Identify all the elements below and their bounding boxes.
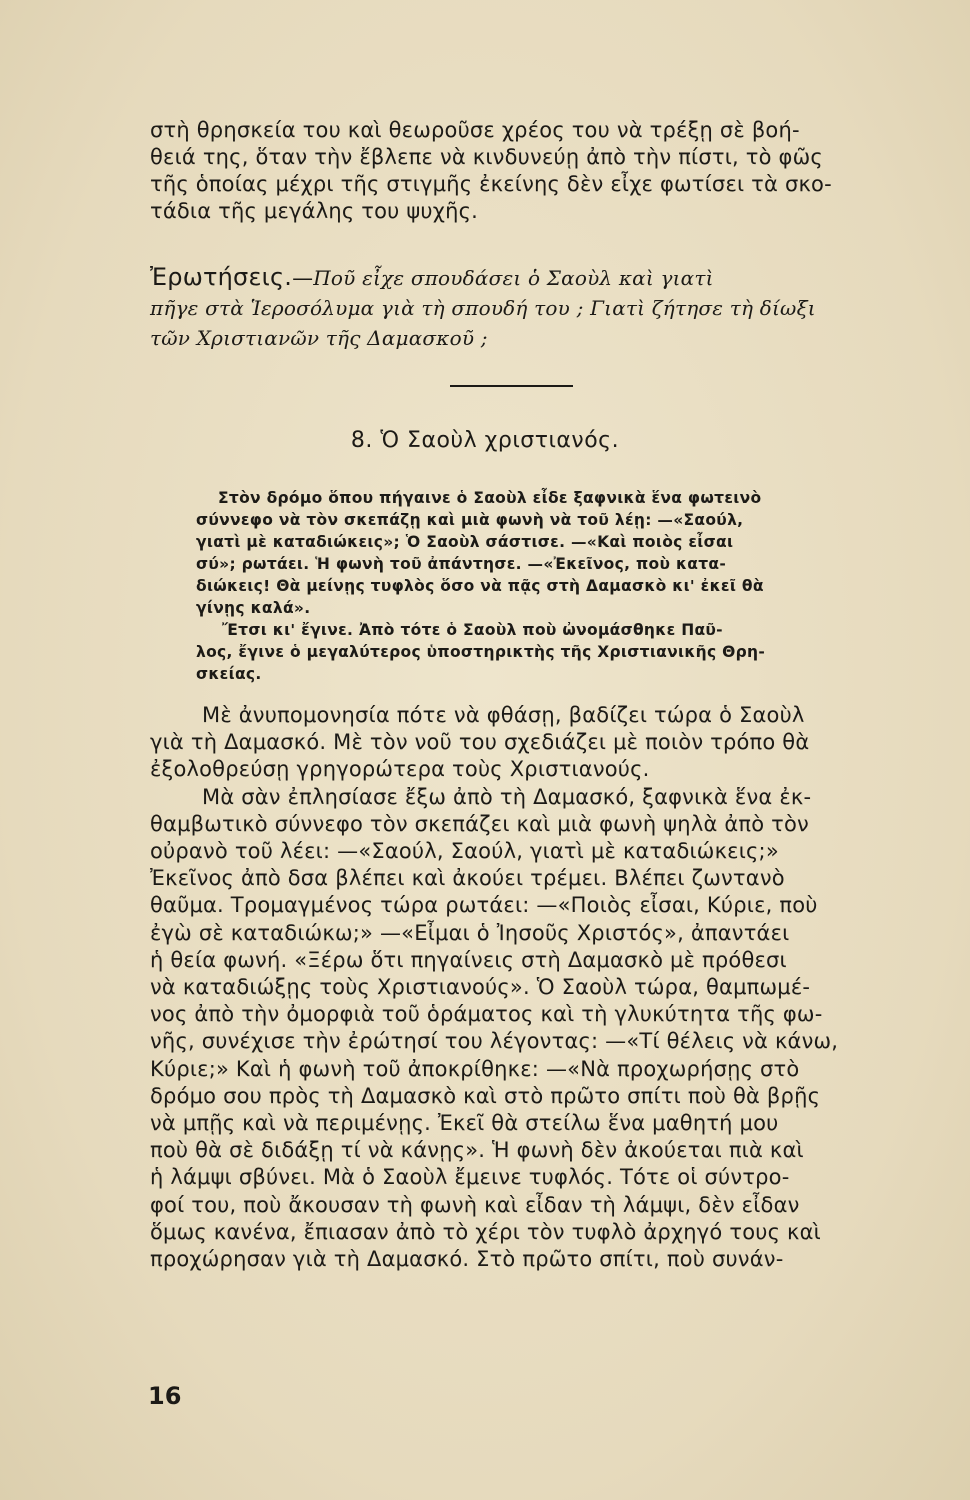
chapter-title: 8. Ὁ Σαοὺλ χριστιανός. bbox=[350, 428, 620, 453]
text-line: ἐγὼ σὲ καταδιώκω;» —«Εἶμαι ὁ Ἰησοῦς Χριστός», ἀπαντάει bbox=[150, 920, 790, 945]
summary-line: σύ»; ρωτάει. Ἡ φωνὴ τοῦ ἀπάντησε. —«Ἐκεῖνος, ποὺ κατα- bbox=[196, 555, 727, 573]
main-text bbox=[150, 702, 890, 1273]
text-line: νος ἀπὸ τὴν ὀμορφιὰ τοῦ ὁράματος καὶ τὴ γλυκύτητα τῆς φω- bbox=[150, 1002, 823, 1027]
text-line: νὰ καταδιώξῃς τοὺς Χριστιανούς». Ὁ Σαοὺλ τώρα, θαμπωμέ- bbox=[150, 975, 811, 1000]
text-line: ποὺ θὰ σὲ διδάξῃ τί νὰ κάνῃς». Ἡ φωνὴ δὲν ἀκούεται πιὰ καὶ bbox=[150, 1138, 804, 1163]
questions-paragraph bbox=[150, 262, 890, 353]
question-text: Ποῦ εἶχε σπουδάσει ὁ Σαοὺλ καὶ γιατὶ bbox=[313, 266, 714, 290]
text-line: τῆς ὁποίας μέχρι τῆς στιγμῆς ἐκείνης δὲν εἶχε φωτίσει τὰ σκο- bbox=[150, 172, 832, 196]
text-line: φοί του, ποὺ ἄκουσαν τὴ φωνὴ καὶ εἶδαν τὴ λάμψι, δὲν εἶδαν bbox=[150, 1192, 800, 1217]
top-paragraph bbox=[150, 117, 890, 225]
text-line: Μὲ ἀνυπομονησία πότε νὰ φθάσῃ, βαδίζει τώρα ὁ Σαοὺλ bbox=[202, 703, 805, 727]
text-line: Μὰ σὰν ἐπλησίασε ἔξω ἀπὸ τὴ Δαμασκό, ξαφνικὰ ἕνα ἐκ- bbox=[202, 784, 812, 809]
summary-line: Ἔτσι κι' ἔγινε. Ἀπὸ τότε ὁ Σαοὺλ ποὺ ὠνομάσθηκε Παῦ- bbox=[222, 621, 723, 639]
text-line: προχώρησαν γιὰ τὴ Δαμασκό. Στὸ πρῶτο σπίτι, ποὺ συνάν- bbox=[150, 1247, 784, 1272]
summary-line: λος, ἔγινε ὁ μεγαλύτερος ὑποστηρικτὴς τῆς Χριστιανικῆς Θρη- bbox=[196, 643, 766, 661]
text-line: Ἐκεῖνος ἀπὸ δσα βλέπει καὶ ἀκούει τρέμει. Βλέπει ζωντανὸ bbox=[150, 866, 785, 891]
text-line: δρόμο σου πρὸς τὴ Δαμασκὸ καὶ στὸ πρῶτο σπίτι ποὺ θὰ βρῇς bbox=[150, 1083, 821, 1108]
text-line: νῆς, συνέχισε τὴν ἐρώτησί του λέγοντας: —«Τί θέλεις νὰ κάνω, bbox=[150, 1029, 839, 1054]
summary-line: γίνῃς καλά». bbox=[196, 599, 311, 617]
text-line bbox=[150, 262, 890, 293]
summary-line: διώκεις! Θὰ μείνῃς τυφλὸς ὅσο νὰ πᾷς στὴ Δαμασκὸ κι' ἐκεῖ θὰ bbox=[196, 577, 764, 595]
text-line: οὐρανὸ τοῦ λέει: —«Σαούλ, Σαούλ, γιατὶ μὲ καταδιώκεις;» bbox=[150, 839, 779, 864]
text-line: ἡ λάμψι σβύνει. Μὰ ὁ Σαοὺλ ἔμεινε τυφλός. Τότε οἱ σύντρο- bbox=[150, 1165, 790, 1190]
question-text: τῶν Χριστιανῶν τῆς Δαμασκοῦ ; bbox=[150, 326, 488, 350]
questions-dash: — bbox=[292, 266, 314, 290]
text-line: Κύριε;» Καὶ ἡ φωνὴ τοῦ ἀποκρίθηκε: —«Νὰ προχωρήσῃς στὸ bbox=[150, 1056, 800, 1081]
summary-line: σύννεφο νὰ τὸν σκεπάζῃ καὶ μιὰ φωνὴ νὰ τοῦ λέῃ: —«Σαούλ, bbox=[196, 511, 744, 529]
summary-line: γιατὶ μὲ καταδιώκεις»; Ὁ Σαοὺλ σάστισε. —«Καὶ ποιὸς εἶσαι bbox=[196, 533, 734, 551]
summary-line: Στὸν δρόμο ὅπου πήγαινε ὁ Σαοὺλ εἶδε ξαφνικὰ ἕνα φωτεινὸ bbox=[218, 489, 762, 507]
text-line: νὰ μπῇς καὶ νὰ περιμένῃς. Ἐκεῖ θὰ στείλω ἕνα μαθητή μου bbox=[150, 1111, 779, 1136]
text-line: ἐξολοθρεύσῃ γρηγορώτερα τοὺς Χριστιανούς. bbox=[150, 757, 650, 782]
text-line: θαῦμα. Τρομαγμένος τώρα ρωτάει: —«Ποιὸς εἶσαι, Κύριε, ποὺ bbox=[150, 893, 818, 918]
chapter-summary bbox=[196, 487, 898, 685]
text-line: γιὰ τὴ Δαμασκό. Μὲ τὸν νοῦ του σχεδιάζει μὲ ποιὸν τρόπο θὰ bbox=[150, 730, 810, 755]
text-line: ἡ θεία φωνή. «Ξέρω ὅτι πηγαίνεις στὴ Δαμασκὸ μὲ πρόθεσι bbox=[150, 947, 787, 972]
section-divider bbox=[450, 385, 573, 387]
page-number: 16 bbox=[148, 1382, 182, 1410]
question-text: πῆγε στὰ Ἱεροσόλυμα γιὰ τὴ σπουδή του ; Γιατὶ ζήτησε τὴ δίωξι bbox=[150, 296, 816, 320]
questions-label: Ἐρωτήσεις. bbox=[150, 263, 293, 291]
text-line: θειά της, ὅταν τὴν ἔβλεπε νὰ κινδυνεύῃ ἀπὸ τὴν πίστι, τὸ φῶς bbox=[150, 145, 823, 169]
text-line: ὅμως κανένα, ἔπιασαν ἀπὸ τὸ χέρι τὸν τυφλὸ ἀρχηγό τους καὶ bbox=[150, 1219, 821, 1244]
text-line: θαμβωτικὸ σύννεφο τὸν σκεπάζει καὶ μιὰ φωνὴ ψηλὰ ἀπὸ τὸν bbox=[150, 811, 809, 836]
summary-line: σκείας. bbox=[196, 665, 262, 683]
text-line: στὴ θρησκεία του καὶ θεωροῦσε χρέος του νὰ τρέξῃ σὲ βοή- bbox=[150, 118, 800, 142]
text-line: τάδια τῆς μεγάλης του ψυχῆς. bbox=[150, 199, 478, 223]
